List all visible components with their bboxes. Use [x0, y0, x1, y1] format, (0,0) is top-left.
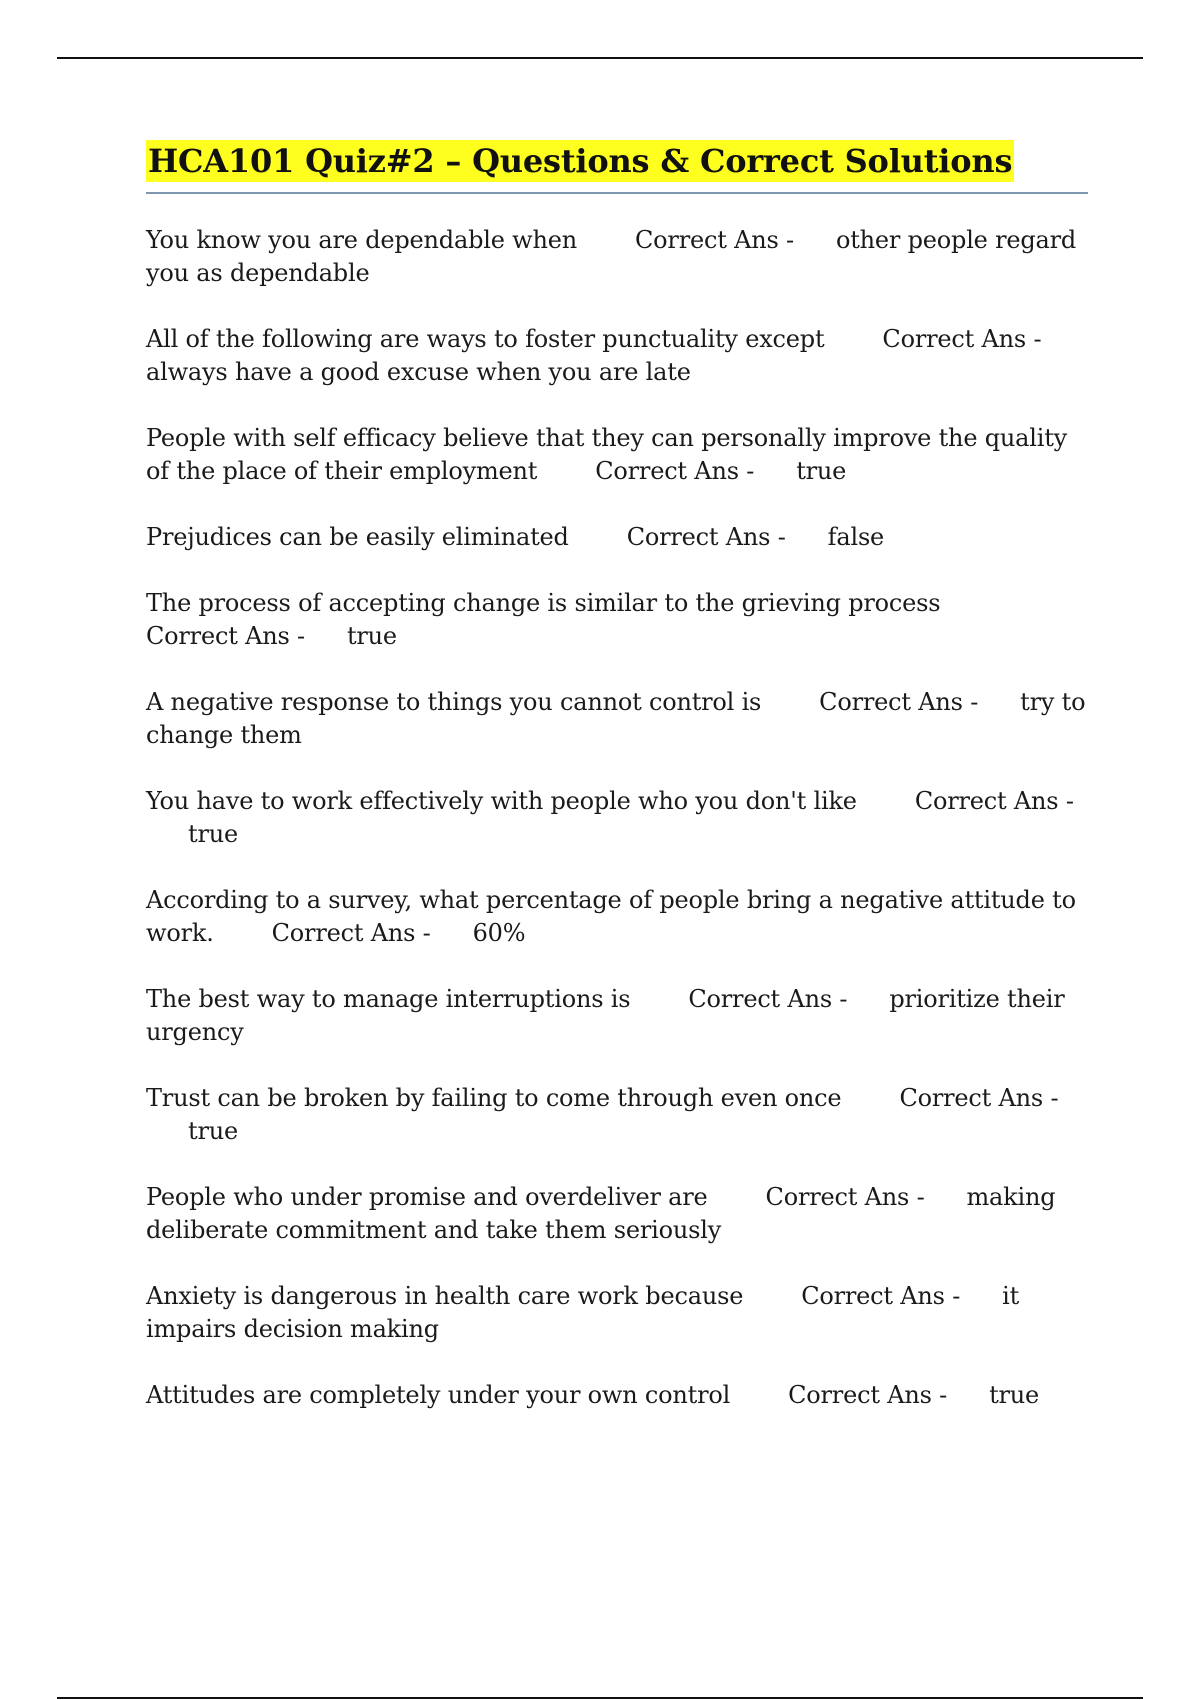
- qa-item: [146, 884, 1088, 950]
- qa-item: [146, 1379, 1088, 1412]
- answer-separator: -: [839, 985, 848, 1013]
- question-list: [146, 224, 1088, 1412]
- top-rule: [57, 57, 1143, 59]
- question-text: You have to work effectively with people who you don't like: [146, 787, 857, 815]
- answer-text: 60%: [472, 919, 526, 947]
- answer-separator: -: [916, 1183, 925, 1211]
- answer-text: true: [188, 820, 238, 848]
- question-text: You know you are dependable when: [146, 226, 578, 254]
- answer-label: Correct Ans: [788, 1381, 932, 1409]
- question-text: Prejudices can be easily eliminated: [146, 523, 569, 551]
- answer-label: Correct Ans: [635, 226, 779, 254]
- qa-item: [146, 983, 1088, 1049]
- document-title: HCA101 Quiz#2 – Questions & Correct Solutions: [148, 142, 1013, 180]
- qa-item: [146, 785, 1088, 851]
- answer-label: Correct Ans: [765, 1183, 910, 1211]
- question-text: Anxiety is dangerous in health care work because: [146, 1282, 744, 1310]
- answer-separator: -: [1033, 325, 1042, 353]
- question-text: Trust can be broken by failing to come through even once: [146, 1084, 842, 1112]
- answer-label: Correct Ans: [801, 1282, 945, 1310]
- answer-label: Correct Ans: [595, 457, 739, 485]
- answer-text: other people regard you as dependable: [146, 226, 1077, 287]
- answer-separator: -: [970, 688, 979, 716]
- answer-separator: -: [746, 457, 755, 485]
- answer-text: it impairs decision making: [146, 1282, 1020, 1343]
- answer-text: try to change them: [146, 688, 1086, 749]
- question-text: All of the following are ways to foster punctuality except: [146, 325, 825, 353]
- answer-separator: -: [777, 523, 786, 551]
- question-text: According to a survey, what percentage of people bring a negative attitude to work.: [146, 886, 1076, 947]
- answer-label: Correct Ans: [626, 523, 771, 551]
- qa-item: [146, 1280, 1088, 1346]
- qa-item: [146, 1082, 1088, 1148]
- answer-separator: -: [786, 226, 794, 254]
- answer-separator: -: [1050, 1084, 1059, 1112]
- bottom-rule: [57, 1697, 1143, 1699]
- answer-label: Correct Ans: [882, 325, 1026, 353]
- answer-label: Correct Ans: [899, 1084, 1044, 1112]
- question-text: A negative response to things you cannot control is: [146, 688, 762, 716]
- answer-text: true: [989, 1381, 1040, 1409]
- qa-item: [146, 323, 1088, 389]
- answer-label: Correct Ans: [914, 787, 1059, 815]
- answer-label: Correct Ans: [688, 985, 832, 1013]
- qa-item: [146, 686, 1088, 752]
- answer-text: true: [188, 1117, 238, 1145]
- qa-item: [146, 422, 1088, 488]
- qa-item: [146, 521, 1088, 554]
- answer-text: true: [346, 622, 397, 650]
- answer-text: true: [796, 457, 847, 485]
- answer-text: prioritize their urgency: [146, 985, 1065, 1046]
- qa-item: [146, 587, 1088, 653]
- title-block: [146, 140, 1088, 194]
- answer-text: false: [827, 523, 885, 551]
- question-text: The best way to manage interruptions is: [146, 985, 631, 1013]
- answer-label: Correct Ans: [146, 622, 290, 650]
- answer-label: Correct Ans: [819, 688, 963, 716]
- question-text: The process of accepting change is similar to the grieving process: [146, 589, 941, 617]
- document-body: [146, 140, 1088, 1445]
- question-text: People who under promise and overdeliver are: [146, 1183, 708, 1211]
- answer-separator: -: [422, 919, 431, 947]
- qa-item: [146, 224, 1088, 290]
- answer-separator: -: [952, 1282, 961, 1310]
- answer-separator: -: [297, 622, 305, 650]
- question-text: Attitudes are completely under your own control: [146, 1381, 731, 1409]
- answer-separator: -: [1065, 787, 1074, 815]
- question-text: People with self efficacy believe that they can personally improve the quality of the place of their employment: [146, 424, 1068, 485]
- answer-text: always have a good excuse when you are late: [146, 358, 691, 386]
- answer-separator: -: [939, 1381, 948, 1409]
- qa-item: [146, 1181, 1088, 1247]
- answer-text: making deliberate commitment and take them seriously: [146, 1183, 1056, 1244]
- answer-label: Correct Ans: [271, 919, 416, 947]
